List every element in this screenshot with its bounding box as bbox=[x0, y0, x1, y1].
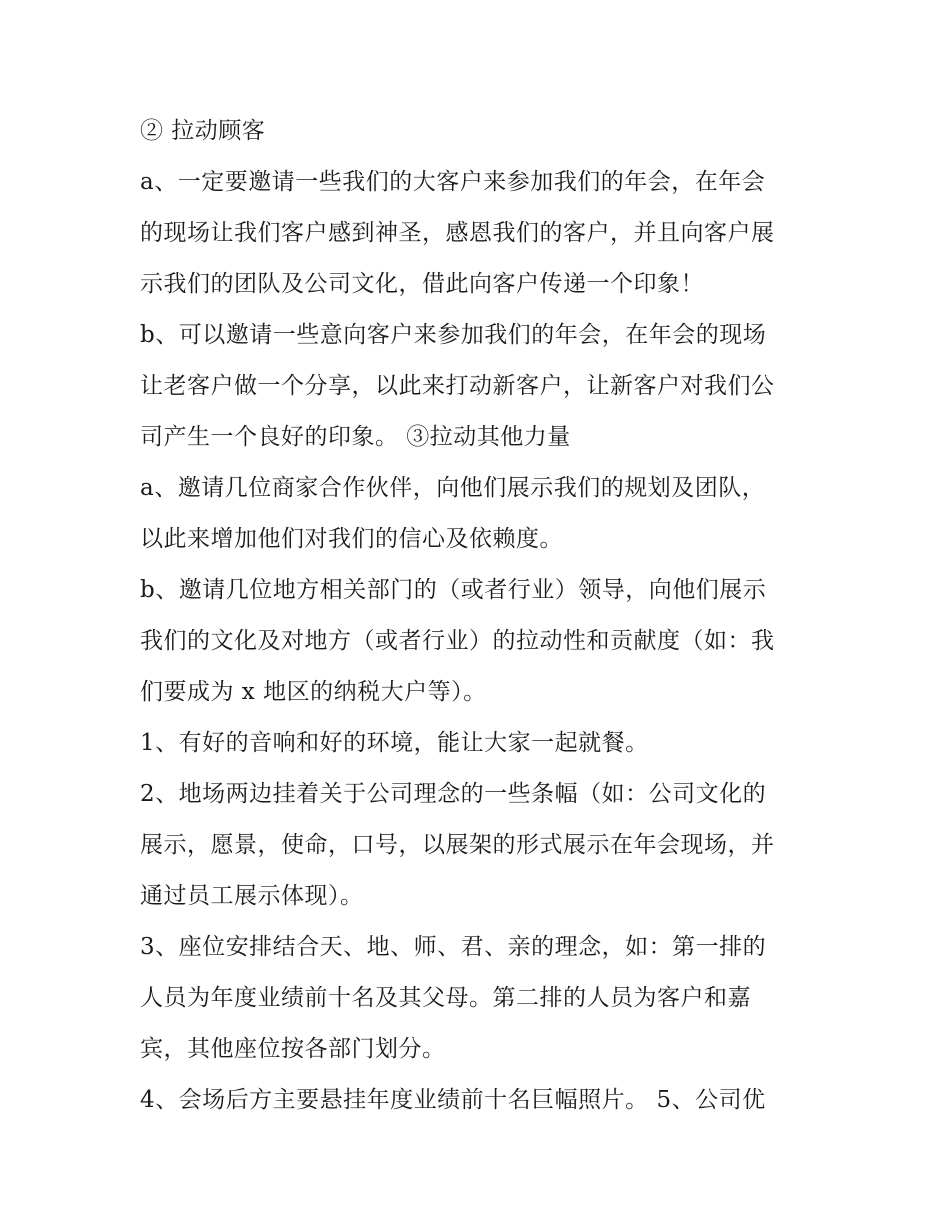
list-item-line: 3、座位安排结合天、地、师、君、亲的理念，如：第一排的 bbox=[140, 934, 767, 960]
paragraph-line: 们要成为 x 地区的纳税大户等）。 bbox=[140, 679, 487, 705]
paragraph-line: 让老客户做一个分享，以此来打动新客户，让新客户对我们公 bbox=[140, 373, 775, 399]
paragraph-line: a、一定要邀请一些我们的大客户来参加我们的年会，在年会 bbox=[140, 169, 766, 195]
paragraph-line: 司产生一个良好的印象。 ③拉动其他力量 bbox=[140, 424, 571, 450]
list-item-line: 通过员工展示体现）。 bbox=[140, 883, 364, 909]
list-item-line: 人员为年度业绩前十名及其父母。第二排的人员为客户和嘉 bbox=[140, 985, 751, 1011]
heading-customers: ② 拉动顾客 bbox=[140, 118, 266, 144]
list-item-line: 1、有好的音响和好的环境，能让大家一起就餐。 bbox=[140, 730, 649, 756]
paragraph-line: 的现场让我们客户感到神圣，感恩我们的客户，并且向客户展 bbox=[140, 220, 775, 246]
paragraph-line: b、邀请几位地方相关部门的（或者行业）领导，向他们展示 bbox=[140, 577, 767, 603]
paragraph-line: 示我们的团队及公司文化，借此向客户传递一个印象！ bbox=[140, 271, 704, 297]
paragraph-line: a、邀请几位商家合作伙伴，向他们展示我们的规划及团队， bbox=[140, 475, 766, 501]
list-item-line: 展示，愿景，使命，口号，以展架的形式展示在年会现场，并 bbox=[140, 832, 775, 858]
list-item-line: 2、地场两边挂着关于公司理念的一些条幅（如：公司文化的 bbox=[140, 781, 767, 807]
paragraph-line: b、可以邀请一些意向客户来参加我们的年会，在年会的现场 bbox=[140, 322, 767, 348]
paragraph-line: 我们的文化及对地方（或者行业）的拉动性和贡献度（如：我 bbox=[140, 628, 775, 654]
list-item-line: 4、会场后方主要悬挂年度业绩前十名巨幅照片。 5、公司优 bbox=[140, 1087, 766, 1113]
document-body bbox=[140, 106, 830, 1126]
list-item-line: 宾，其他座位按各部门划分。 bbox=[140, 1036, 446, 1062]
paragraph-line: 以此来增加他们对我们的信心及依赖度。 bbox=[140, 526, 563, 552]
